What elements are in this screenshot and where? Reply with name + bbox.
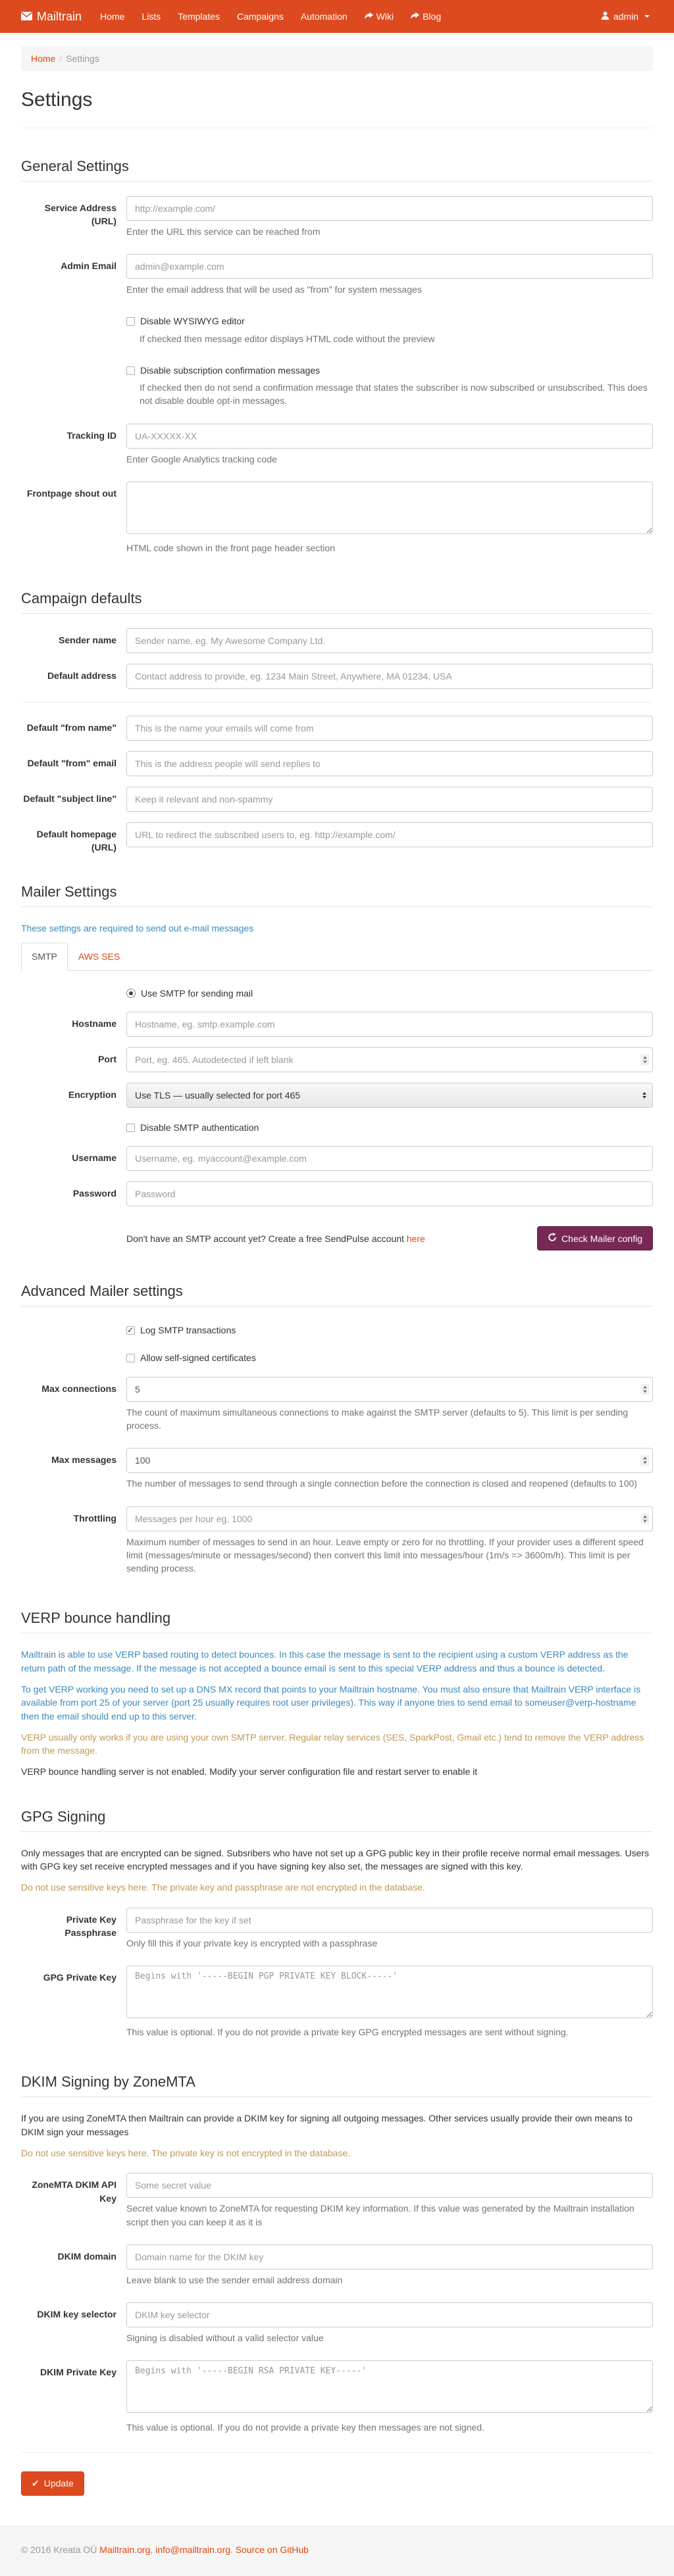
field-use-smtp: [21, 984, 653, 1001]
verp-info-1: Mailtrain is able to use VERP based routing to detect bounces. In this case the message is sent to the recipient using a custom VERP address as the return path of the message. If the message is not accepted a bounce email is sent to this special VERP address and thus a bounce is detected.: [21, 1649, 629, 1673]
brand-link[interactable]: [21, 0, 91, 33]
navbar: [0, 0, 674, 33]
nav-wiki[interactable]: Wiki: [356, 0, 402, 33]
breadcrumb: [21, 46, 653, 71]
log-smtp-label: Log SMTP transactions: [140, 1325, 236, 1336]
field-gpg-private-key: [21, 1966, 653, 2044]
nav-campaigns[interactable]: Campaigns: [237, 11, 284, 22]
field-max-messages: [21, 1448, 653, 1495]
field-homepage: [21, 822, 653, 855]
throttling-help: Maximum number of messages to send in an hour. Leave empty or zero for no throttling. If your provider uses a different speed limit (messages/minute or messages/second) then convert this limit into messages/hour (1m/s => 3600m/h). This limit is per sending process.: [126, 1536, 644, 1574]
update-button[interactable]: ✔ Update: [21, 2471, 84, 2496]
field-log-smtp: [21, 1321, 653, 1338]
check-mailer-config-button[interactable]: Check Mailer config: [537, 1226, 653, 1251]
external-link-icon: [411, 10, 419, 23]
max-messages-label: Max messages: [51, 1454, 117, 1466]
field-sender-name: [21, 628, 653, 653]
gpg-passphrase-label: Private Key Passphrase: [65, 1914, 117, 1938]
dkim-selector-input[interactable]: [126, 2302, 653, 2327]
self-signed-checkbox[interactable]: [126, 1351, 653, 1364]
field-username: [21, 1146, 653, 1171]
main-nav: [91, 0, 598, 33]
dkim-description: If you are using ZoneMTA then Mailtrain can provide a DKIM key for signing all outgoing messages. Other services usually provide their own means to DKIM sign your messages: [21, 2113, 633, 2137]
max-connections-help: The count of maximum simultaneous connections to make against the SMTP server (defaults to 5). This limit is per sending process.: [126, 1406, 629, 1431]
subject-line-label: Default "subject line": [23, 793, 117, 804]
page-footer: © 2016 Kreata OÜ Mailtrain.org, info@mailtrain.org. Source on GitHub: [0, 2526, 674, 2576]
password-label: Password: [72, 1188, 117, 1199]
section-advanced-mailer: Advanced Mailer settings: [21, 1281, 653, 1306]
checkbox-icon[interactable]: [126, 317, 135, 326]
user-name: admin: [613, 11, 638, 22]
hostname-input[interactable]: [126, 1012, 653, 1037]
checkbox-icon[interactable]: [126, 366, 135, 375]
sendpulse-note: Don't have an SMTP account yet? Create a free SendPulse account here: [126, 1233, 425, 1244]
nav-blog[interactable]: Blog: [402, 0, 450, 33]
radio-icon[interactable]: [126, 989, 136, 998]
encryption-select[interactable]: [126, 1083, 653, 1108]
gpg-private-key-textarea[interactable]: [126, 1966, 653, 2018]
divider: [21, 2452, 653, 2453]
section-dkim: DKIM Signing by ZoneMTA: [21, 2071, 653, 2097]
admin-email-label: Admin Email: [61, 260, 117, 271]
tracking-id-help: Enter Google Analytics tracking code: [126, 453, 277, 464]
verp-warning: VERP usually only works if you are using your own SMTP server. Regular relay services (SES, SparkPost, Gmail etc.) tend to remove the VERP address from the message.: [21, 1731, 644, 1756]
dkim-warning: Do not use sensitive keys here. The private key is not encrypted in the database.: [21, 2147, 351, 2158]
dkim-selector-label: DKIM key selector: [37, 2309, 117, 2320]
tab-aws-ses[interactable]: AWS SES: [78, 951, 120, 962]
field-service-address: [21, 196, 653, 243]
envelope-icon: [21, 8, 32, 25]
from-name-input[interactable]: [126, 716, 653, 741]
mailtrain-org-link[interactable]: Mailtrain.org: [99, 2544, 151, 2555]
submit-row: [21, 2471, 653, 2496]
page-title: Settings: [21, 89, 93, 111]
dkim-private-key-help: This value is optional. If you do not provide a private key then messages are not signed.: [126, 2421, 484, 2433]
dkim-api-key-help: Secret value known to ZoneMTA for requesting DKIM key information. If this value was generated by the Mailtrain installation script then you can keep it as it is: [126, 2203, 635, 2227]
disable-wysiwyg-help: If checked then message editor displays HTML code without the preview: [139, 333, 435, 344]
field-dkim-selector: [21, 2302, 653, 2350]
use-smtp-radio[interactable]: [126, 987, 653, 1000]
mailer-tabs: [21, 943, 653, 970]
admin-email-input[interactable]: [126, 254, 653, 279]
hostname-label: Hostname: [72, 1018, 117, 1029]
number-stepper[interactable]: [640, 1054, 650, 1065]
service-address-help: Enter the URL this service can be reached from: [126, 226, 321, 237]
number-stepper[interactable]: [640, 1455, 650, 1466]
breadcrumb-separator: /: [59, 53, 63, 64]
username-input[interactable]: [126, 1146, 653, 1171]
dkim-domain-help: Leave blank to use the sender email address domain: [126, 2274, 343, 2285]
tracking-id-input[interactable]: [126, 424, 653, 449]
dkim-private-key-label: DKIM Private Key: [40, 2367, 117, 2378]
number-stepper[interactable]: [640, 1383, 650, 1395]
admin-email-help: Enter the email address that will be used as "from" for system messages: [126, 284, 422, 295]
field-disable-auth: [21, 1118, 653, 1135]
gpg-private-key-help: This value is optional. If you do not provide a private key GPG encrypted messages are sent without signing.: [126, 2027, 569, 2038]
homepage-input[interactable]: [126, 822, 653, 847]
shout-out-help: HTML code shown in the front page header section: [126, 543, 335, 554]
number-stepper[interactable]: [640, 1513, 650, 1524]
breadcrumb-current: Settings: [66, 53, 99, 64]
field-from-name: [21, 716, 653, 741]
nav-lists[interactable]: Lists: [142, 11, 161, 22]
dkim-api-key-input[interactable]: [126, 2173, 653, 2198]
field-self-signed: [21, 1349, 653, 1366]
field-max-connections: [21, 1377, 653, 1438]
gpg-private-key-label: GPG Private Key: [43, 1971, 117, 1983]
dkim-selector-help: Signing is disabled without a valid selector value: [126, 2333, 324, 2344]
field-disable-confirmations: [21, 361, 653, 413]
dkim-private-key-textarea[interactable]: [126, 2360, 653, 2413]
verp-status: VERP bounce handling server is not enabled. Modify your server configuration file and restart server to enable it: [21, 1766, 478, 1777]
disable-confirmations-help: If checked then do not send a confirmation message that states the subscriber is now subscribed or unsubscribed. This does not disable double opt-in messages.: [139, 382, 648, 407]
use-smtp-label: Use SMTP for sending mail: [140, 987, 253, 999]
default-address-input[interactable]: [126, 664, 653, 689]
github-source-link[interactable]: Source on GitHub: [235, 2544, 309, 2555]
tab-smtp[interactable]: SMTP: [21, 943, 68, 970]
field-hostname: [21, 1012, 653, 1037]
field-dkim-domain: [21, 2244, 653, 2292]
section-gpg: GPG Signing: [21, 1806, 653, 1832]
user-menu[interactable]: [598, 0, 653, 33]
breadcrumb-home-link[interactable]: Home: [31, 53, 56, 64]
encryption-label: Encryption: [68, 1089, 117, 1100]
from-email-input[interactable]: [126, 751, 653, 776]
throttling-label: Throttling: [73, 1512, 117, 1523]
section-general-settings: General Settings: [21, 156, 653, 182]
disable-confirmations-label: Disable subscription confirmation messages: [140, 364, 321, 376]
nav-home[interactable]: Home: [100, 11, 125, 22]
disable-wysiwyg-label: Disable WYSIWYG editor: [140, 316, 245, 327]
divider: [21, 702, 653, 703]
port-label: Port: [97, 1053, 117, 1064]
checkbox-icon[interactable]: [126, 1354, 135, 1362]
self-signed-label: Allow self-signed certificates: [140, 1352, 256, 1364]
service-address-label: Service Address (URL): [44, 202, 117, 226]
refresh-icon: [548, 1233, 557, 1244]
disable-auth-label: Disable SMTP authentication: [140, 1122, 259, 1133]
field-disable-wysiwyg: [21, 312, 653, 351]
mailer-intro: These settings are required to send out e-mail messages: [21, 923, 254, 934]
row-sendpulse-note: [21, 1217, 653, 1253]
field-default-address: [21, 664, 653, 689]
gpg-description: Only messages that are encrypted can be signed. Subsribers who have not set up a GPG public key in their profile receive normal email messages. Users with GPG key set receive encrypted messages and if you have signing key also set, the messages are signed with this key.: [21, 1847, 650, 1871]
username-label: Username: [72, 1152, 117, 1164]
default-address-label: Default address: [47, 670, 117, 681]
chevron-down-icon: [644, 15, 650, 18]
log-smtp-checkbox[interactable]: [126, 1324, 653, 1337]
section-verp: VERP bounce handling: [21, 1608, 653, 1633]
field-subject-line: [21, 787, 653, 812]
dkim-domain-label: DKIM domain: [57, 2250, 117, 2262]
field-shout-out: [21, 482, 653, 560]
password-input[interactable]: [126, 1181, 653, 1206]
field-port: [21, 1047, 653, 1072]
brand-label: Mailtrain: [37, 9, 82, 23]
field-dkim-private-key: [21, 2360, 653, 2439]
verp-info-2: To get VERP working you need to set up a DNS MX record that points to your Mailtrain hostname. You must also ensure that Mailtrain VERP interface is available from port 25 of your server (port 25 usually requires root user privileges). This way if anyone tries to send email to someuser@verp-hostname then the email should end up to this server.: [21, 1683, 641, 1721]
check-icon: ✔: [32, 2477, 39, 2489]
checkbox-icon[interactable]: [126, 1124, 135, 1132]
sender-name-label: Sender name: [59, 634, 117, 645]
email-link[interactable]: info@mailtrain.org: [155, 2544, 230, 2555]
gpg-passphrase-input[interactable]: [126, 1908, 653, 1933]
subject-line-input[interactable]: [126, 787, 653, 812]
max-messages-help: The number of messages to send through a single connection before the connection is closed and reopened (defaults to 100): [126, 1478, 637, 1489]
max-connections-label: Max connections: [41, 1383, 117, 1394]
gpg-passphrase-help: Only fill this if your private key is encrypted with a passphrase: [126, 1937, 378, 1948]
user-icon: [601, 10, 609, 23]
from-email-label: Default "from" email: [27, 757, 117, 768]
nav-automation[interactable]: Automation: [300, 11, 348, 22]
dkim-domain-input[interactable]: [126, 2244, 653, 2269]
gpg-warning: Do not use sensitive keys here. The private key and passphrase are not encrypted in the database.: [21, 1882, 425, 1893]
field-password: [21, 1181, 653, 1206]
disable-confirmations-checkbox[interactable]: [126, 364, 653, 377]
field-from-email: [21, 751, 653, 776]
field-tracking-id: [21, 424, 653, 471]
shout-out-textarea[interactable]: [126, 482, 653, 534]
sender-name-input[interactable]: [126, 628, 653, 653]
external-link-icon: [365, 10, 373, 23]
disable-auth-checkbox[interactable]: [126, 1121, 653, 1134]
homepage-label: Default homepage (URL): [36, 828, 117, 853]
service-address-input[interactable]: [126, 196, 653, 221]
copyright-text: © 2016 Kreata OÜ: [21, 2544, 97, 2555]
port-input[interactable]: [126, 1047, 653, 1072]
sendpulse-here-link[interactable]: here: [406, 1233, 425, 1244]
field-dkim-api-key: [21, 2173, 653, 2234]
field-throttling: [21, 1506, 653, 1581]
from-name-label: Default "from name": [26, 722, 117, 733]
max-messages-input[interactable]: [126, 1448, 653, 1473]
throttling-input[interactable]: [126, 1506, 653, 1531]
tracking-id-label: Tracking ID: [66, 430, 117, 441]
checkbox-checked-icon[interactable]: [126, 1326, 135, 1335]
nav-templates[interactable]: Templates: [178, 11, 220, 22]
field-encryption: [21, 1083, 653, 1108]
shout-out-label: Frontpage shout out: [26, 488, 117, 499]
field-admin-email: [21, 254, 653, 301]
disable-wysiwyg-checkbox[interactable]: [126, 314, 653, 328]
section-mailer-settings: Mailer Settings: [21, 881, 653, 907]
dkim-api-key-label: ZoneMTA DKIM API Key: [32, 2179, 117, 2204]
section-campaign-defaults: Campaign defaults: [21, 588, 653, 614]
field-gpg-passphrase: [21, 1908, 653, 1955]
max-connections-input[interactable]: [126, 1377, 653, 1402]
